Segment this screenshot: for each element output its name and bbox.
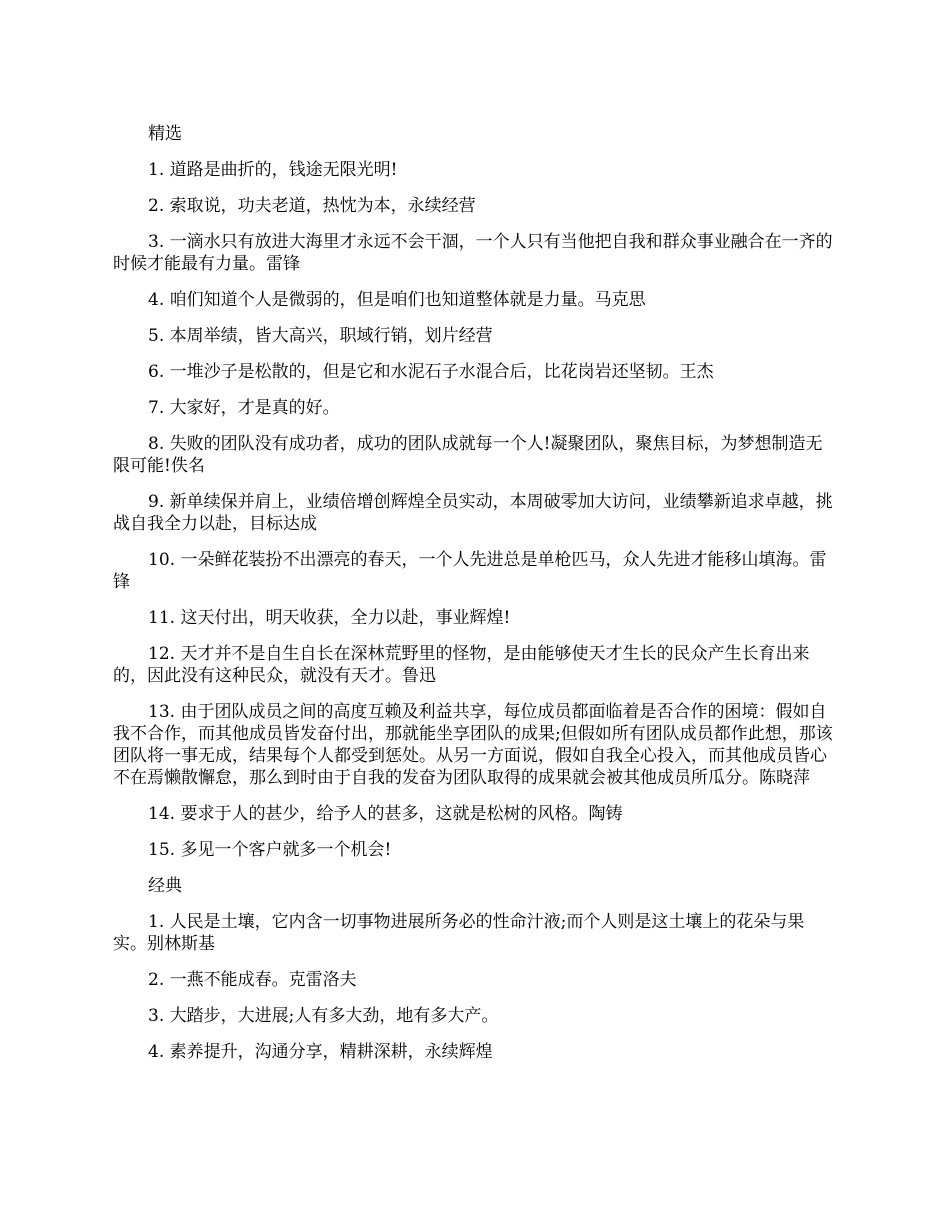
quote-item: 1. 人民是土壤，它内含一切事物进展所务必的性命汁液;而个人则是这土壤上的花朵与果实。别林斯基 [113, 912, 805, 954]
quote-item: 4. 咱们知道个人是微弱的，但是咱们也知道整体就是力量。马克思 [148, 290, 646, 310]
quote-item: 10. 一朵鲜花装扮不出漂亮的春天，一个人先进总是单枪匹马，众人先进才能移山填海。雷锋 [113, 550, 827, 592]
quote-item: 13. 由于团队成员之间的高度互赖及利益共享，每位成员都面临着是否合作的困境：假如自我不合作，而其他成员皆发奋付出，那就能坐享团队的成果;但假如所有团队成员都作此想，那该团队将一事无成，结果每个人都受到惩处。从另一方面说，假如自我全心投入，而其他成员皆心不在焉懒散懈怠，那么到时由于自我的发奋为团队取得的成果就会被其他成员所瓜分。陈晓萍 [113, 702, 833, 788]
section-heading: 精选 [148, 124, 182, 144]
quote-item: 8. 失败的团队没有成功者，成功的团队成就每一个人!凝聚团队，聚焦目标，为梦想制造无限可能!佚名 [113, 434, 823, 476]
section-heading: 经典 [148, 876, 182, 896]
document-body [113, 123, 838, 1077]
quote-item: 14. 要求于人的甚少，给予人的甚多，这就是松树的风格。陶铸 [148, 804, 623, 824]
quote-item: 5. 本周举绩，皆大高兴，职域行销，划片经营 [148, 326, 493, 346]
quote-item: 12. 天才并不是自生自长在深林荒野里的怪物，是由能够使天才生长的民众产生长育出来的，因此没有这种民众，就没有天才。鲁迅 [113, 644, 810, 686]
quote-item: 6. 一堆沙子是松散的，但是它和水泥石子水混合后，比花岗岩还坚韧。王杰 [148, 362, 714, 382]
quote-item: 7. 大家好，才是真的好。 [148, 398, 340, 418]
quote-item: 3. 一滴水只有放进大海里才永远不会干涸，一个人只有当他把自我和群众事业融合在一齐的时候才能最有力量。雷锋 [113, 232, 833, 274]
quote-item: 11. 这天付出，明天收获，全力以赴，事业辉煌! [148, 608, 511, 628]
quote-item: 2. 一燕不能成春。克雷洛夫 [148, 970, 357, 990]
quote-item: 3. 大踏步，大进展;人有多大劲，地有多大产。 [148, 1006, 499, 1026]
quote-item: 15. 多见一个客户就多一个机会! [148, 840, 392, 860]
quote-item: 1. 道路是曲折的，钱途无限光明! [148, 160, 398, 180]
quote-item: 2. 索取说，功夫老道，热忱为本，永续经营 [148, 196, 476, 216]
quote-item: 9. 新单续保并肩上，业绩倍增创辉煌全员实动，本周破零加大访问，业绩攀新追求卓越，挑战自我全力以赴，目标达成 [113, 492, 833, 534]
quote-item: 4. 素养提升，沟通分享，精耕深耕，永续辉煌 [148, 1042, 493, 1062]
